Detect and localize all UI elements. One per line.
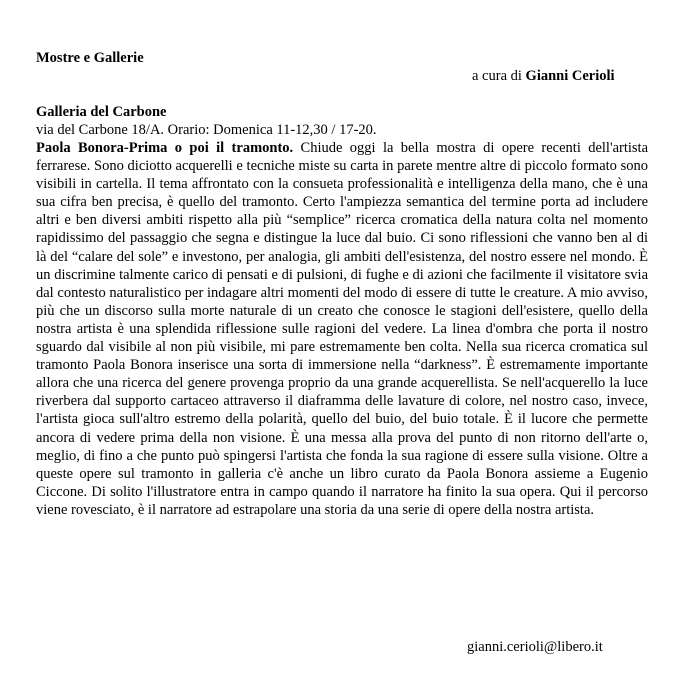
gallery-name: Galleria del Carbone <box>36 104 167 120</box>
article-paragraph <box>36 139 648 519</box>
article-body: Chiude oggi la bella mostra di opere recenti dell'artista ferrarese. Sono diciotto acquerelli e tecniche miste su carta in parete mentre altre di piccolo formato sono visibili in cartella. Il tema affrontato con la consueta professionalità e intelligenza della mano, che è una sua cifra ben precisa, è quello del tramonto. Certo l'ampiezza semantica del termine porta ad includere altri e ben diversi ambiti rispetto alla più “semplice” ricerca cromatica della natura colta nel momento rapidissimo del passaggio che segna e distingue la luce dal buio. Ci sono riflessioni che vanno ben al di là del “calare del sole” e investono, per analogia, gli ambiti dell'esistenza, del nostro essere nel mondo. È un discrimine talmente carico di pensati e di pulsioni, di fughe e di azioni che facilmente il visitatore svia dal contesto naturalistico per indagare altri momenti del modo di essere di tutte le creature. A mio avviso, più che un discorso sulla morte naturale di un creato che conosce le stagioni dell'esistere, quello della nostra artista è una splendida riflessione sulle ragioni del vedere. La linea d'ombra che porta il nostro sguardo dal visibile al non più visibile, mi pare estremamente ben colta. Nella sua ricerca cromatica sul tramonto Paola Bonora inserisce una sorta di immersione nella “darkness”. È estremamente importante allora che una ricerca del genere provenga proprio da una grande acquerellista. Se nell'acquerello la luce riverbera dal supporto cartaceo attraverso il diaframma delle lavature di colore, nel nostro caso, invece, l'artista gioca sull'altro estremo della polarità, quello del buio, del buio totale. È il lucore che permette ancora di vedere prima della non visione. È una messa alla prova del punto di non ritorno dell'arte o, meglio, di fino a che punto può spingersi l'artista che fonda la sua ragione di essere sulla visione. Oltre a queste opere sul tramonto in galleria c'è anche un libro curato da Paola Bonora assieme a Eugenio Ciccone. Di solito l'illustratore entra in campo quando il narratore ha finito la sua opera. Qui il percorso viene rovesciato, è il narratore ad estrapolare una storia da una serie di opere della nostra artista. <box>36 140 649 518</box>
article-lead: Paola Bonora-Prima o poi il tramonto. <box>36 140 294 156</box>
curator-credit <box>472 67 615 85</box>
author-email: gianni.cerioli@libero.it <box>467 639 603 655</box>
section-title: Mostre e Gallerie <box>36 50 144 66</box>
curator-prefix: a cura di <box>472 68 526 84</box>
curator-name: Gianni Cerioli <box>525 68 615 84</box>
gallery-address-hours: via del Carbone 18/A. Orario: Domenica 11-12,30 / 17-20. <box>36 122 377 138</box>
